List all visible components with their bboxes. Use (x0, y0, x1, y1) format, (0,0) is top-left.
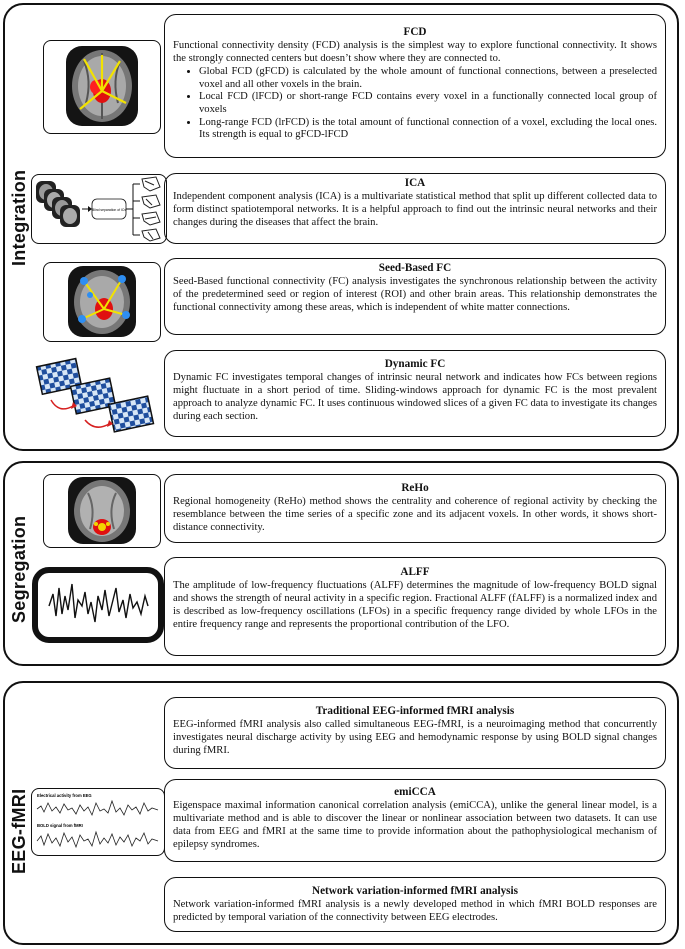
ica-title: ICA (404, 177, 426, 189)
reho-box (164, 474, 666, 543)
ica-diagram (31, 174, 167, 244)
emicca-body: Eigenspace maximal information canonical correlation analysis (emiCCA), unlike the general linear model, is a multivariate method and is able to discover the linear or nonlinear association between two datasets. It can use data from EEG and fMRI at the same time to provide information about the pathophysiological mechanism of epilepsy syndromes. (173, 800, 657, 850)
eeg-fmri-label: EEG-fMRI (9, 788, 29, 874)
segregation-label: Segregation (9, 515, 29, 623)
network-variation-box (164, 877, 666, 932)
alff-box (164, 557, 666, 656)
eeg-bold-signal-image (31, 788, 165, 856)
network-variation-body: Network variation-informed fMRI analysis is a newly developed method in which fMRI BOLD responses are predicted by temporal variation of the connectivity between EEG electrodes. (173, 899, 657, 924)
integration-label: Integration (9, 169, 29, 266)
reho-body: Regional homogeneity (ReHo) method shows the centrality and coherence of regional activity by checking the resemblance between the time series of a specific zone and its adjacent voxels. In other words, it shows short-distance connectivity. (173, 496, 657, 533)
fcd-bullet-list (173, 66, 657, 142)
dynamic-fc-body: Dynamic FC investigates temporal changes of intrinsic neural network and indicates how FCs between regions might fluctuate in a short period of time. Sliding-windows approach for dynamic FC is the most prevalent approach to analyze dynamic FC. It uses continuous windowed slices of a given FC data to investigate its changes during each section. (173, 372, 657, 422)
fcd-bullet-global: • Global FCD (gFCD) is calculated by the whole amount of functional connections, between a preselected voxel and all other voxels in the brain. (199, 66, 657, 91)
eeg-signal-label: Electrical activity from EEG (37, 793, 92, 798)
reho-brain-image (43, 474, 161, 548)
alff-signal-image (31, 566, 165, 644)
network-variation-title: Network variation-informed fMRI analysis (311, 885, 519, 897)
fcd-intro: Functional connectivity density (FCD) analysis is the simplest way to explore functional connectivity. It shows the strongly connected centers but doesn’t show where they are connected to. (173, 40, 657, 65)
seed-box (164, 258, 666, 335)
seed-body: Seed-Based functional connectivity (FC) analysis investigates the synchronous relationship between the activity of the predetermined seed or region of interest (ROI) and other brain areas. This relationship demonstrates the functional connectivity among these areas, which is independent of white matter connections. (173, 276, 657, 313)
reho-title: ReHo (401, 482, 429, 494)
ica-box (164, 173, 666, 244)
ica-body: Independent component analysis (ICA) is a multivariate statistical method that split up different collected data to form distinct spatiotemporal networks. It is a helpful approach to find out the intrinsic neural networks and their changes during the diseases that affect the brain. (173, 191, 657, 228)
seed-brain-image (43, 262, 161, 342)
fcd-brain-image (43, 40, 161, 134)
fcd-box (164, 14, 666, 158)
emicca-title: emiCCA (394, 786, 436, 798)
traditional-eeg-fmri-box (164, 697, 666, 769)
emicca-box (164, 779, 666, 862)
traditional-eeg-fmri-title: Traditional EEG-informed fMRI analysis (315, 705, 515, 717)
dynamic-fc-windows-image (33, 356, 167, 436)
dynamic-fc-box (164, 350, 666, 437)
bold-signal-label: BOLD signal from fMRI (37, 823, 83, 828)
fcd-bullet-long-range: • Long-range FCD (lrFCD) is the total amount of functional connection of a voxel, excluding the local ones. Its strength is equal to gFCD-lFCD (199, 117, 657, 142)
ica-blind-separation-label: Blind separation of ICs (91, 208, 127, 212)
alff-title: ALFF (400, 566, 430, 578)
seed-title: Seed-Based FC (378, 262, 452, 274)
fcd-title: FCD (403, 26, 427, 38)
dynamic-fc-title: Dynamic FC (384, 358, 446, 370)
alff-body: The amplitude of low-frequency fluctuations (ALFF) determines the magnitude of low-frequency BOLD signal and shows the strength of neural activity in a specific region. Fractional ALFF (fALFF) is a normalized index and is described as low-frequency oscillations (LFOs) in a specific frequency range divided by whole LFOs in the entire frequency range and represents the proportional contribution of the LFO. (173, 580, 657, 630)
traditional-eeg-fmri-body: EEG-informed fMRI analysis also called simultaneous EEG-fMRI, is a neuroimaging method that concurrently investigates neural discharge activity by using EEG and hemodynamic response by using BOLD signal changes during fMRI. (173, 719, 657, 756)
fcd-bullet-local: • Local FCD (lFCD) or short-range FCD contains every voxel in a functionally connected local group of voxels (199, 91, 657, 116)
